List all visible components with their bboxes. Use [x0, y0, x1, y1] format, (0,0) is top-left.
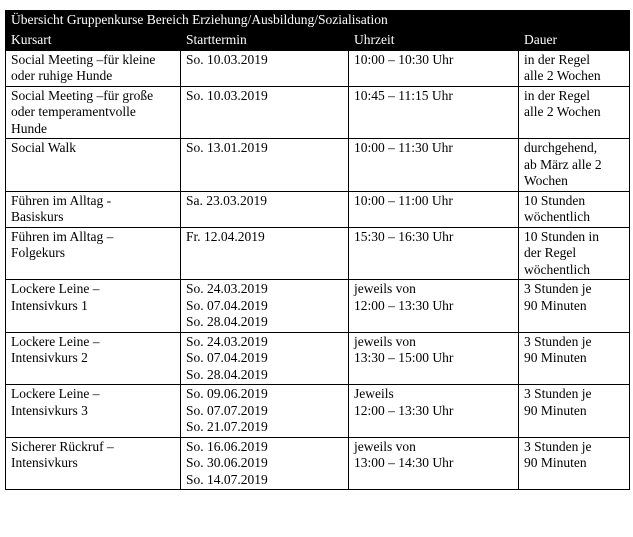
course-overview — [5, 10, 629, 490]
cell-line: 90 Minuten — [524, 297, 587, 313]
table-title-row — [6, 11, 630, 31]
table-row — [6, 50, 630, 86]
cell-line: So. 10.03.2019 — [186, 51, 268, 67]
cell-uhrzeit — [349, 139, 519, 192]
cell-line: jeweils von — [354, 333, 416, 349]
cell-line: 10:45 – 11:15 Uhr — [354, 87, 453, 103]
cell-line: So. 10.03.2019 — [186, 87, 268, 103]
cell-dauer — [519, 280, 630, 333]
cell-uhrzeit — [349, 437, 519, 490]
cell-uhrzeit — [349, 191, 519, 227]
cell-line: 13:30 – 15:00 Uhr — [354, 350, 454, 365]
cell-line: So. 30.06.2019 — [186, 455, 268, 470]
course-table — [5, 10, 630, 490]
cell-line: 10:00 – 11:00 Uhr — [354, 192, 453, 208]
cell-kursart — [6, 280, 181, 333]
cell-line: So. 07.04.2019 — [186, 350, 268, 365]
cell-line: So. 07.04.2019 — [186, 297, 268, 313]
cell-line: Hunde — [11, 120, 47, 136]
cell-uhrzeit — [349, 50, 519, 86]
column-header-uhrzeit: Uhrzeit — [349, 30, 519, 50]
cell-line: 3 Stunden je — [524, 333, 592, 349]
cell-starttermin — [181, 86, 349, 139]
cell-dauer — [519, 332, 630, 385]
cell-starttermin — [181, 191, 349, 227]
cell-line: So. 07.07.2019 — [186, 402, 268, 418]
cell-dauer — [519, 86, 630, 139]
cell-line: in der Regel — [524, 87, 590, 103]
cell-line: 3 Stunden je — [524, 386, 592, 401]
cell-starttermin — [181, 332, 349, 385]
cell-dauer — [519, 227, 630, 280]
cell-kursart — [6, 50, 181, 86]
cell-dauer — [519, 50, 630, 86]
cell-kursart — [6, 191, 181, 227]
cell-line: oder ruhige Hunde — [11, 68, 113, 83]
cell-starttermin — [181, 139, 349, 192]
table-row — [6, 86, 630, 139]
cell-uhrzeit — [349, 332, 519, 385]
cell-line: 10:00 – 10:30 Uhr — [354, 51, 454, 67]
table-row — [6, 139, 630, 192]
cell-line: Intensivkurs — [11, 455, 78, 470]
table-body — [6, 50, 630, 490]
cell-line: 90 Minuten — [524, 455, 587, 470]
cell-starttermin — [181, 280, 349, 333]
cell-line: 90 Minuten — [524, 350, 587, 365]
table-header-row — [6, 30, 630, 50]
table-row — [6, 385, 630, 438]
cell-line: 90 Minuten — [524, 402, 587, 418]
cell-dauer — [519, 139, 630, 192]
cell-line: oder temperamentvolle — [11, 104, 136, 119]
table-row — [6, 332, 630, 385]
cell-kursart — [6, 227, 181, 280]
cell-starttermin — [181, 437, 349, 490]
table-row — [6, 437, 630, 490]
table-row — [6, 227, 630, 280]
cell-line: Lockere Leine – — [11, 333, 100, 349]
cell-line: Social Meeting –für große — [11, 87, 154, 103]
cell-dauer — [519, 437, 630, 490]
cell-line: alle 2 Wochen — [524, 68, 601, 83]
cell-line: Lockere Leine – — [11, 386, 100, 401]
cell-uhrzeit — [349, 385, 519, 438]
cell-line: Führen im Alltag - — [11, 192, 112, 208]
cell-line: 10 Stunden — [524, 192, 586, 208]
cell-line: Jeweils — [354, 386, 394, 401]
cell-line: 12:00 – 13:30 Uhr — [354, 402, 454, 418]
cell-line: Wochen — [524, 173, 568, 188]
cell-line: Folgekurs — [11, 245, 65, 260]
cell-line: So. 28.04.2019 — [186, 366, 268, 382]
cell-kursart — [6, 437, 181, 490]
cell-line: 10:00 – 11:30 Uhr — [354, 140, 453, 155]
cell-starttermin — [181, 227, 349, 280]
column-header-starttermin: Starttermin — [181, 30, 349, 50]
cell-line: Intensivkurs 3 — [11, 402, 88, 418]
cell-line: Sicherer Rückruf – — [11, 438, 114, 454]
cell-line: So. 09.06.2019 — [186, 386, 268, 401]
cell-line: 3 Stunden je — [524, 281, 592, 296]
column-header-kursart: Kursart — [6, 30, 181, 50]
table-title: Übersicht Gruppenkurse Bereich Erziehung/Ausbildung/Sozialisation — [6, 11, 630, 31]
cell-kursart — [6, 86, 181, 139]
cell-line: So. 13.01.2019 — [186, 140, 268, 155]
cell-line: der Regel — [524, 245, 577, 260]
cell-line: jeweils von — [354, 438, 416, 454]
cell-line: alle 2 Wochen — [524, 104, 601, 119]
cell-dauer — [519, 385, 630, 438]
cell-line: wöchentlich — [524, 261, 590, 277]
cell-line: 15:30 – 16:30 Uhr — [354, 228, 454, 244]
cell-line: 3 Stunden je — [524, 438, 592, 454]
table-row — [6, 191, 630, 227]
cell-line: So. 21.07.2019 — [186, 419, 268, 434]
cell-kursart — [6, 332, 181, 385]
cell-kursart — [6, 385, 181, 438]
cell-dauer — [519, 191, 630, 227]
cell-line: So. 24.03.2019 — [186, 333, 268, 349]
cell-line: Basiskurs — [11, 209, 64, 224]
cell-line: Lockere Leine – — [11, 281, 100, 296]
cell-line: Social Meeting –für kleine — [11, 51, 156, 67]
cell-line: So. 14.07.2019 — [186, 471, 268, 487]
cell-line: So. 28.04.2019 — [186, 314, 268, 329]
cell-line: Intensivkurs 1 — [11, 297, 88, 313]
cell-line: So. 24.03.2019 — [186, 281, 268, 296]
cell-line: Intensivkurs 2 — [11, 350, 88, 365]
cell-line: in der Regel — [524, 51, 590, 67]
cell-starttermin — [181, 385, 349, 438]
cell-starttermin — [181, 50, 349, 86]
cell-line: durchgehend, — [524, 140, 598, 155]
cell-line: jeweils von — [354, 281, 416, 296]
cell-uhrzeit — [349, 227, 519, 280]
cell-line: 13:00 – 14:30 Uhr — [354, 455, 454, 470]
column-header-dauer: Dauer — [519, 30, 630, 50]
cell-kursart — [6, 139, 181, 192]
cell-uhrzeit — [349, 86, 519, 139]
cell-line: Führen im Alltag – — [11, 228, 114, 244]
cell-line: So. 16.06.2019 — [186, 438, 268, 454]
cell-uhrzeit — [349, 280, 519, 333]
cell-line: ab März alle 2 — [524, 156, 602, 172]
cell-line: wöchentlich — [524, 209, 590, 224]
cell-line: Fr. 12.04.2019 — [186, 228, 265, 244]
cell-line: 10 Stunden in — [524, 228, 600, 244]
cell-line: 12:00 – 13:30 Uhr — [354, 297, 454, 313]
cell-line: Social Walk — [11, 140, 77, 155]
cell-line: Sa. 23.03.2019 — [186, 192, 267, 208]
table-row — [6, 280, 630, 333]
